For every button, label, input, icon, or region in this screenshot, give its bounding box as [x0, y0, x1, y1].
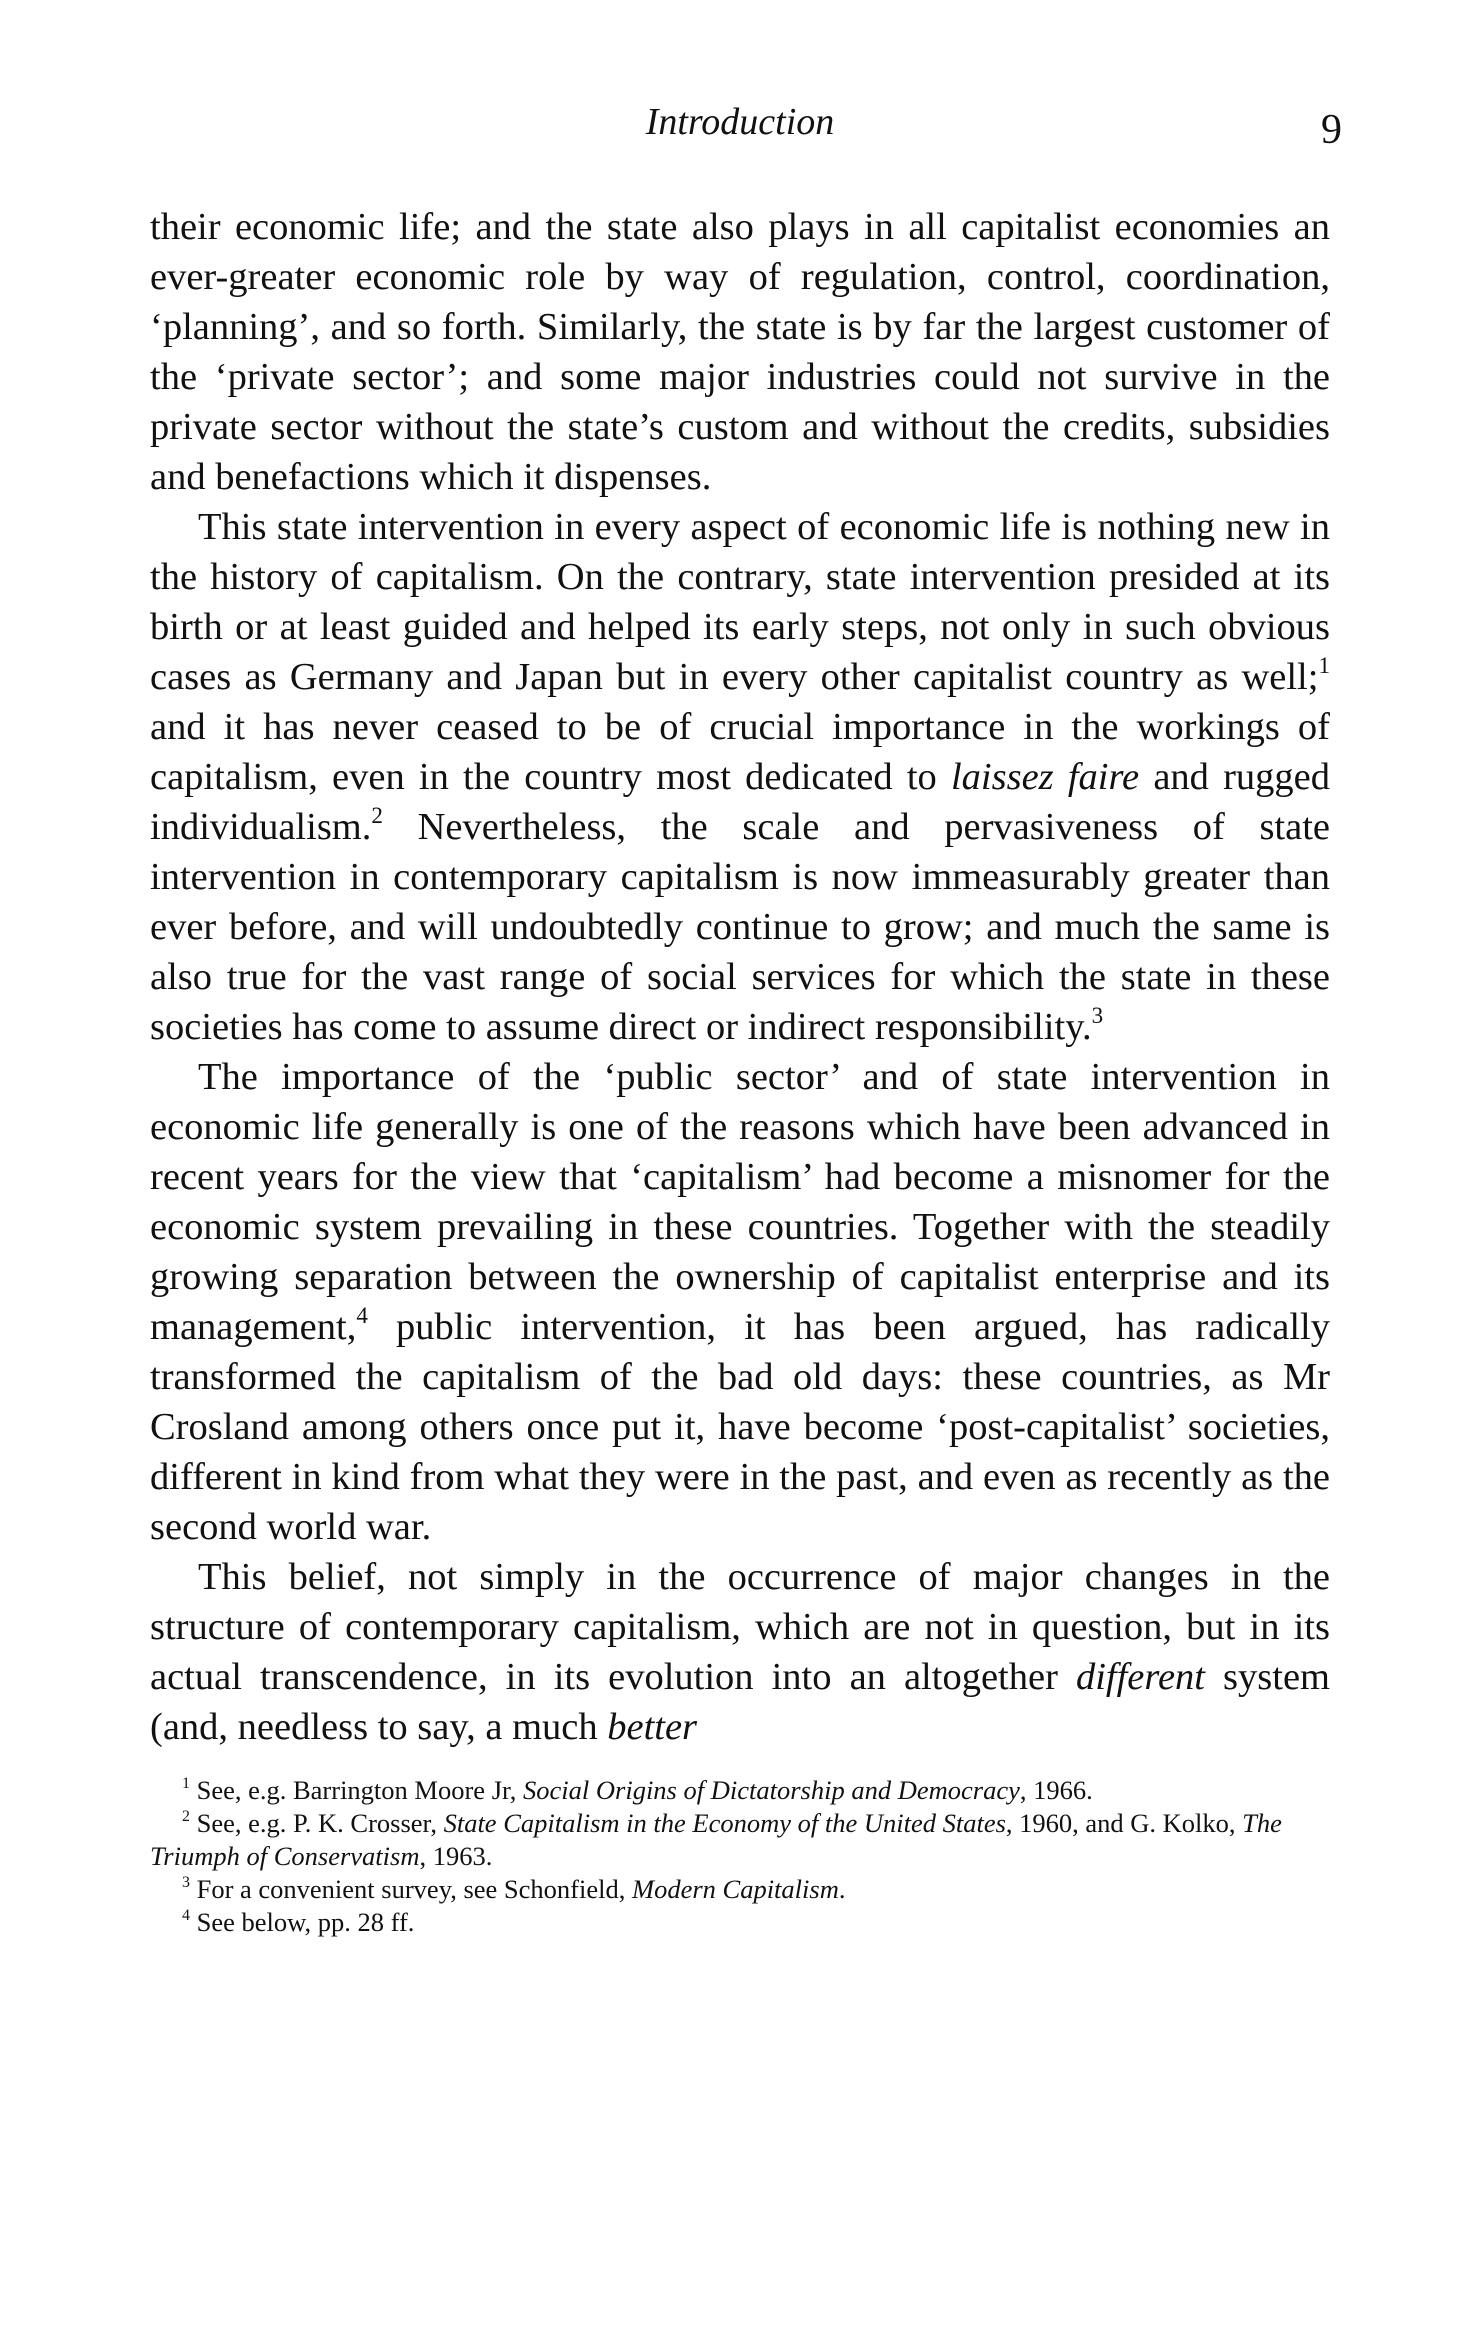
paragraph-2-text-c: and rugged individualism.	[150, 756, 1331, 848]
footnote-1	[150, 1774, 1330, 1807]
footnote-3	[150, 1873, 1330, 1906]
footnote-1-title: Social Origins of Dictatorship and Democracy	[523, 1775, 1020, 1805]
italic-better: better	[607, 1706, 698, 1748]
footnote-2-pre: See, e.g. P. K. Crosser,	[189, 1808, 444, 1838]
footnote-3-post: .	[838, 1874, 846, 1904]
running-head	[150, 100, 1342, 180]
footnote-3-pre: For a convenient survey, see Schonfield,	[189, 1874, 632, 1904]
paragraph-2-text-b: and it has never ceased to be of crucial importance in the workings of capitalism, even in the country most dedicated to	[150, 706, 1330, 798]
footnote-ref-1: 1	[1318, 651, 1330, 678]
footnote-4-mark: 4	[182, 1906, 190, 1924]
book-page	[150, 100, 1342, 1939]
italic-different: different	[1075, 1656, 1205, 1698]
footnote-ref-2: 2	[371, 801, 383, 828]
footnote-1-pre: See, e.g. Barrington Moore Jr,	[189, 1775, 524, 1805]
paragraph-2	[150, 502, 1330, 1052]
footnote-4	[150, 1906, 1330, 1939]
paragraph-2-text-d: Nevertheless, the scale and pervasiveness of state intervention in contemporary capitalism is now immeasurably greater than ever before, and will undoubtedly continue to grow; and much the same is also true for the vast range of social services for which the state in these societies has come to assume direct or indirect responsibility.	[150, 806, 1330, 1048]
footnote-2-title2: The Triumph of Conservatism	[150, 1808, 1282, 1871]
footnote-2-mid: , 1960, and G. Kolko,	[1005, 1808, 1243, 1838]
paragraph-4-text-b: system (and, needless to say, a much	[150, 1656, 1331, 1748]
footnote-3-mark: 3	[182, 1873, 190, 1891]
footnote-1-mark: 1	[182, 1774, 190, 1792]
footnote-3-title: Modern Capitalism	[632, 1874, 839, 1904]
body-text	[150, 202, 1330, 1752]
paragraph-1-text: their economic life; and the state also plays in all capitalist economies an ever-greater economic role by way of regulation, control, coordination, ‘planning’, and so forth. Similarly, the state is by far the largest customer of the ‘private sector’; and some major industries could not survive in the private sector without the state’s custom and without the credits, subsidies and benefactions which it dispenses.	[150, 206, 1330, 498]
paragraph-4-text-a: This belief, not simply in the occurrence of major changes in the structure of contemporary capitalism, which are not in question, but in its actual transcendence, in its evolution into an altogether	[150, 1556, 1330, 1698]
footnote-ref-4: 4	[356, 1301, 368, 1328]
paragraph-3	[150, 1052, 1330, 1552]
paragraph-3-text-b: public intervention, it has been argued, has radically transformed the capitalism of the bad old days: these countries, as Mr Crosland among others once put it, have become ‘post-capitalist’ societies, different in kind from what they were in the past, and even as recently as the second world war.	[150, 1306, 1330, 1548]
paragraph-1	[150, 202, 1330, 502]
footnote-2	[150, 1807, 1330, 1873]
footnote-4-pre: See below, pp. 28 ff.	[189, 1907, 415, 1937]
page-number: 9	[1321, 107, 1342, 153]
paragraph-3-text-a: The importance of the ‘public sector’ and of state intervention in economic life generally is one of the reasons which have been advanced in recent years for the view that ‘capitalism’ had become a misnomer for the economic system prevailing in these countries. Together with the steadily growing separation between the ownership of capitalist enterprise and its management,	[150, 1056, 1330, 1348]
footnote-1-post: , 1966.	[1019, 1775, 1093, 1805]
paragraph-2-text-a: This state intervention in every aspect of economic life is nothing new in the history of capitalism. On the contrary, state intervention presided at its birth or at least guided and helped its early steps, not only in such obvious cases as Germany and Japan but in every other capitalist country as well;	[150, 506, 1330, 698]
paragraph-4	[150, 1552, 1330, 1752]
footnote-ref-3: 3	[1091, 1001, 1104, 1028]
footnotes	[150, 1774, 1330, 1939]
running-title: Introduction	[645, 101, 835, 143]
footnote-2-post: , 1963.	[419, 1841, 493, 1871]
footnote-2-title: State Capitalism in the Economy of the United States	[443, 1808, 1006, 1838]
italic-laissez-faire: laissez faire	[950, 756, 1140, 798]
footnote-2-mark: 2	[182, 1807, 190, 1825]
